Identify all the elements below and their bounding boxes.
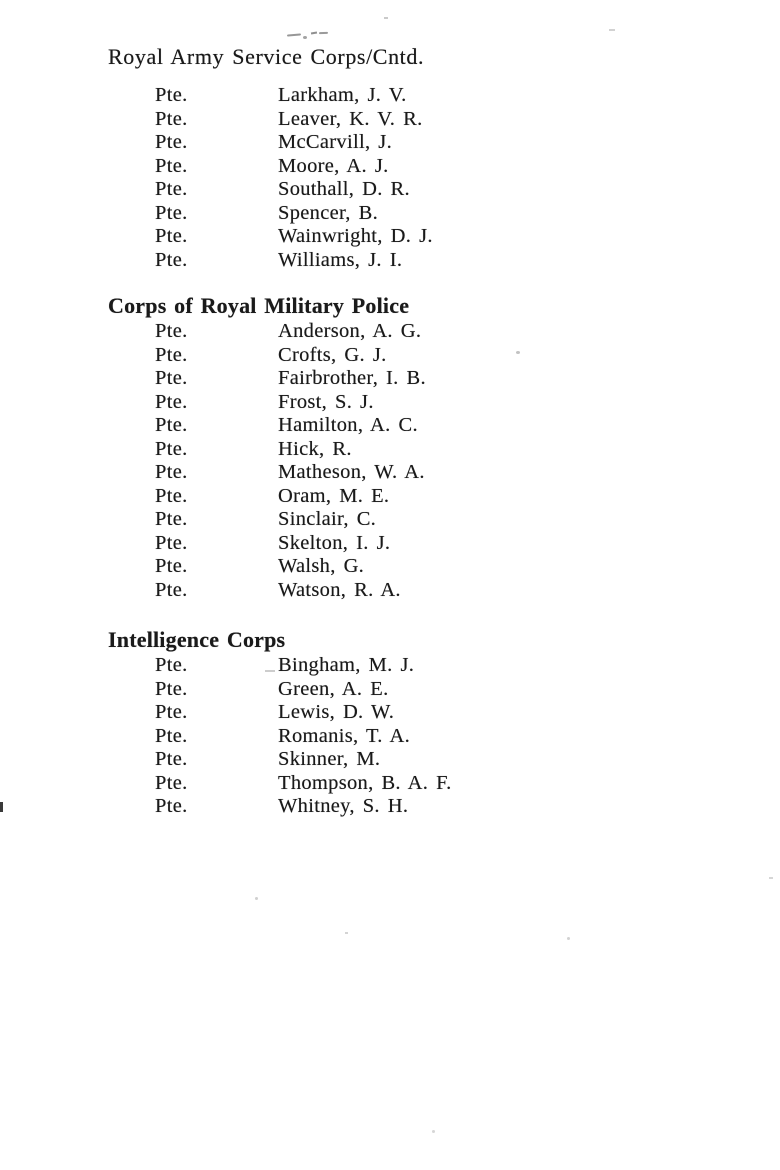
person-name: Anderson, A. G.: [278, 320, 422, 342]
person-name: Williams, J. I.: [278, 248, 403, 271]
person-name: Skinner, M.: [278, 748, 381, 770]
personnel-row: [0, 344, 780, 368]
rank-label: Pte.: [155, 320, 188, 342]
personnel-row: [0, 701, 780, 725]
personnel-row: [0, 320, 780, 344]
personnel-row: [0, 225, 780, 249]
person-name: Romanis, T. A.: [278, 724, 411, 747]
personnel-row: [0, 555, 780, 579]
person-name: Hick, R.: [278, 437, 352, 460]
personnel-list: [0, 84, 780, 272]
corps-section: [0, 45, 780, 272]
personnel-row: [0, 461, 780, 485]
rank-label: Pte.: [155, 248, 188, 271]
rank-label: Pte.: [155, 795, 188, 817]
personnel-row: [0, 155, 780, 179]
person-name: Southall, D. R.: [278, 178, 410, 200]
rank-label: Pte.: [155, 578, 188, 601]
personnel-row: [0, 84, 780, 108]
rank-label: Pte.: [155, 437, 188, 460]
rank-label: Pte.: [155, 771, 188, 794]
corps-heading: Corps of Royal Military Police: [108, 293, 410, 318]
scan-speck: [432, 1130, 435, 1133]
rank-label: Pte.: [155, 225, 188, 247]
person-name: Oram, M. E.: [278, 484, 390, 507]
person-name: Spencer, B.: [278, 201, 379, 224]
personnel-row: [0, 678, 780, 702]
person-name: Walsh, G.: [278, 555, 365, 577]
person-name: Moore, A. J.: [278, 154, 389, 177]
personnel-row: [0, 795, 780, 819]
person-name: Watson, R. A.: [278, 578, 401, 601]
person-name: Fairbrother, I. B.: [278, 367, 426, 389]
rank-label: Pte.: [155, 131, 188, 153]
scan-speck: [567, 937, 570, 940]
rank-label: Pte.: [155, 367, 188, 389]
rank-label: Pte.: [155, 201, 188, 224]
personnel-row: [0, 508, 780, 532]
person-name: Lewis, D. W.: [278, 701, 395, 723]
personnel-row: [0, 485, 780, 509]
scan-speck: [769, 877, 773, 879]
person-name: Hamilton, A. C.: [278, 414, 418, 436]
person-name: Whitney, S. H.: [278, 795, 409, 817]
person-name: Wainwright, D. J.: [278, 225, 433, 247]
personnel-row: [0, 438, 780, 462]
rank-label: Pte.: [155, 701, 188, 723]
scan-speck: [255, 897, 258, 900]
person-name: Thompson, B. A. F.: [278, 771, 452, 794]
rank-label: Pte.: [155, 154, 188, 177]
person-name: Crofts, G. J.: [278, 343, 387, 366]
person-name: Matheson, W. A.: [278, 461, 425, 483]
personnel-row: [0, 579, 780, 603]
personnel-row: [0, 532, 780, 556]
rank-label: Pte.: [155, 84, 188, 106]
personnel-row: [0, 391, 780, 415]
person-name: Sinclair, C.: [278, 508, 377, 530]
person-name: McCarvill, J.: [278, 131, 393, 153]
person-name: Green, A. E.: [278, 677, 389, 700]
personnel-row: [0, 178, 780, 202]
corps-section: [0, 294, 780, 602]
personnel-list: [0, 654, 780, 819]
personnel-row: [0, 654, 780, 678]
person-name: Leaver, K. V. R.: [278, 107, 423, 130]
corps-heading: Royal Army Service Corps/Cntd.: [108, 44, 425, 69]
rank-label: Pte.: [155, 178, 188, 200]
rank-label: Pte.: [155, 724, 188, 747]
person-name: Skelton, I. J.: [278, 531, 391, 554]
personnel-row: [0, 249, 780, 273]
rank-label: Pte.: [155, 555, 188, 577]
rank-label: Pte.: [155, 677, 188, 700]
personnel-row: [0, 202, 780, 226]
scan-speck: [345, 932, 348, 934]
person-name: Bingham, M. J.: [278, 654, 415, 676]
personnel-row: [0, 108, 780, 132]
rank-label: Pte.: [155, 461, 188, 483]
corps-heading: Intelligence Corps: [108, 627, 286, 652]
rank-label: Pte.: [155, 508, 188, 530]
rank-label: Pte.: [155, 484, 188, 507]
personnel-row: [0, 725, 780, 749]
rank-label: Pte.: [155, 654, 188, 676]
rank-label: Pte.: [155, 390, 188, 413]
personnel-row: [0, 772, 780, 796]
rank-label: Pte.: [155, 414, 188, 436]
rank-label: Pte.: [155, 343, 188, 366]
personnel-row: [0, 748, 780, 772]
rank-label: Pte.: [155, 748, 188, 770]
person-name: Larkham, J. V.: [278, 84, 407, 106]
personnel-row: [0, 367, 780, 391]
corps-section: [0, 628, 780, 819]
personnel-row: [0, 131, 780, 155]
personnel-row: [0, 414, 780, 438]
rank-label: Pte.: [155, 531, 188, 554]
person-name: Frost, S. J.: [278, 390, 374, 413]
rank-label: Pte.: [155, 107, 188, 130]
personnel-list: [0, 320, 780, 602]
